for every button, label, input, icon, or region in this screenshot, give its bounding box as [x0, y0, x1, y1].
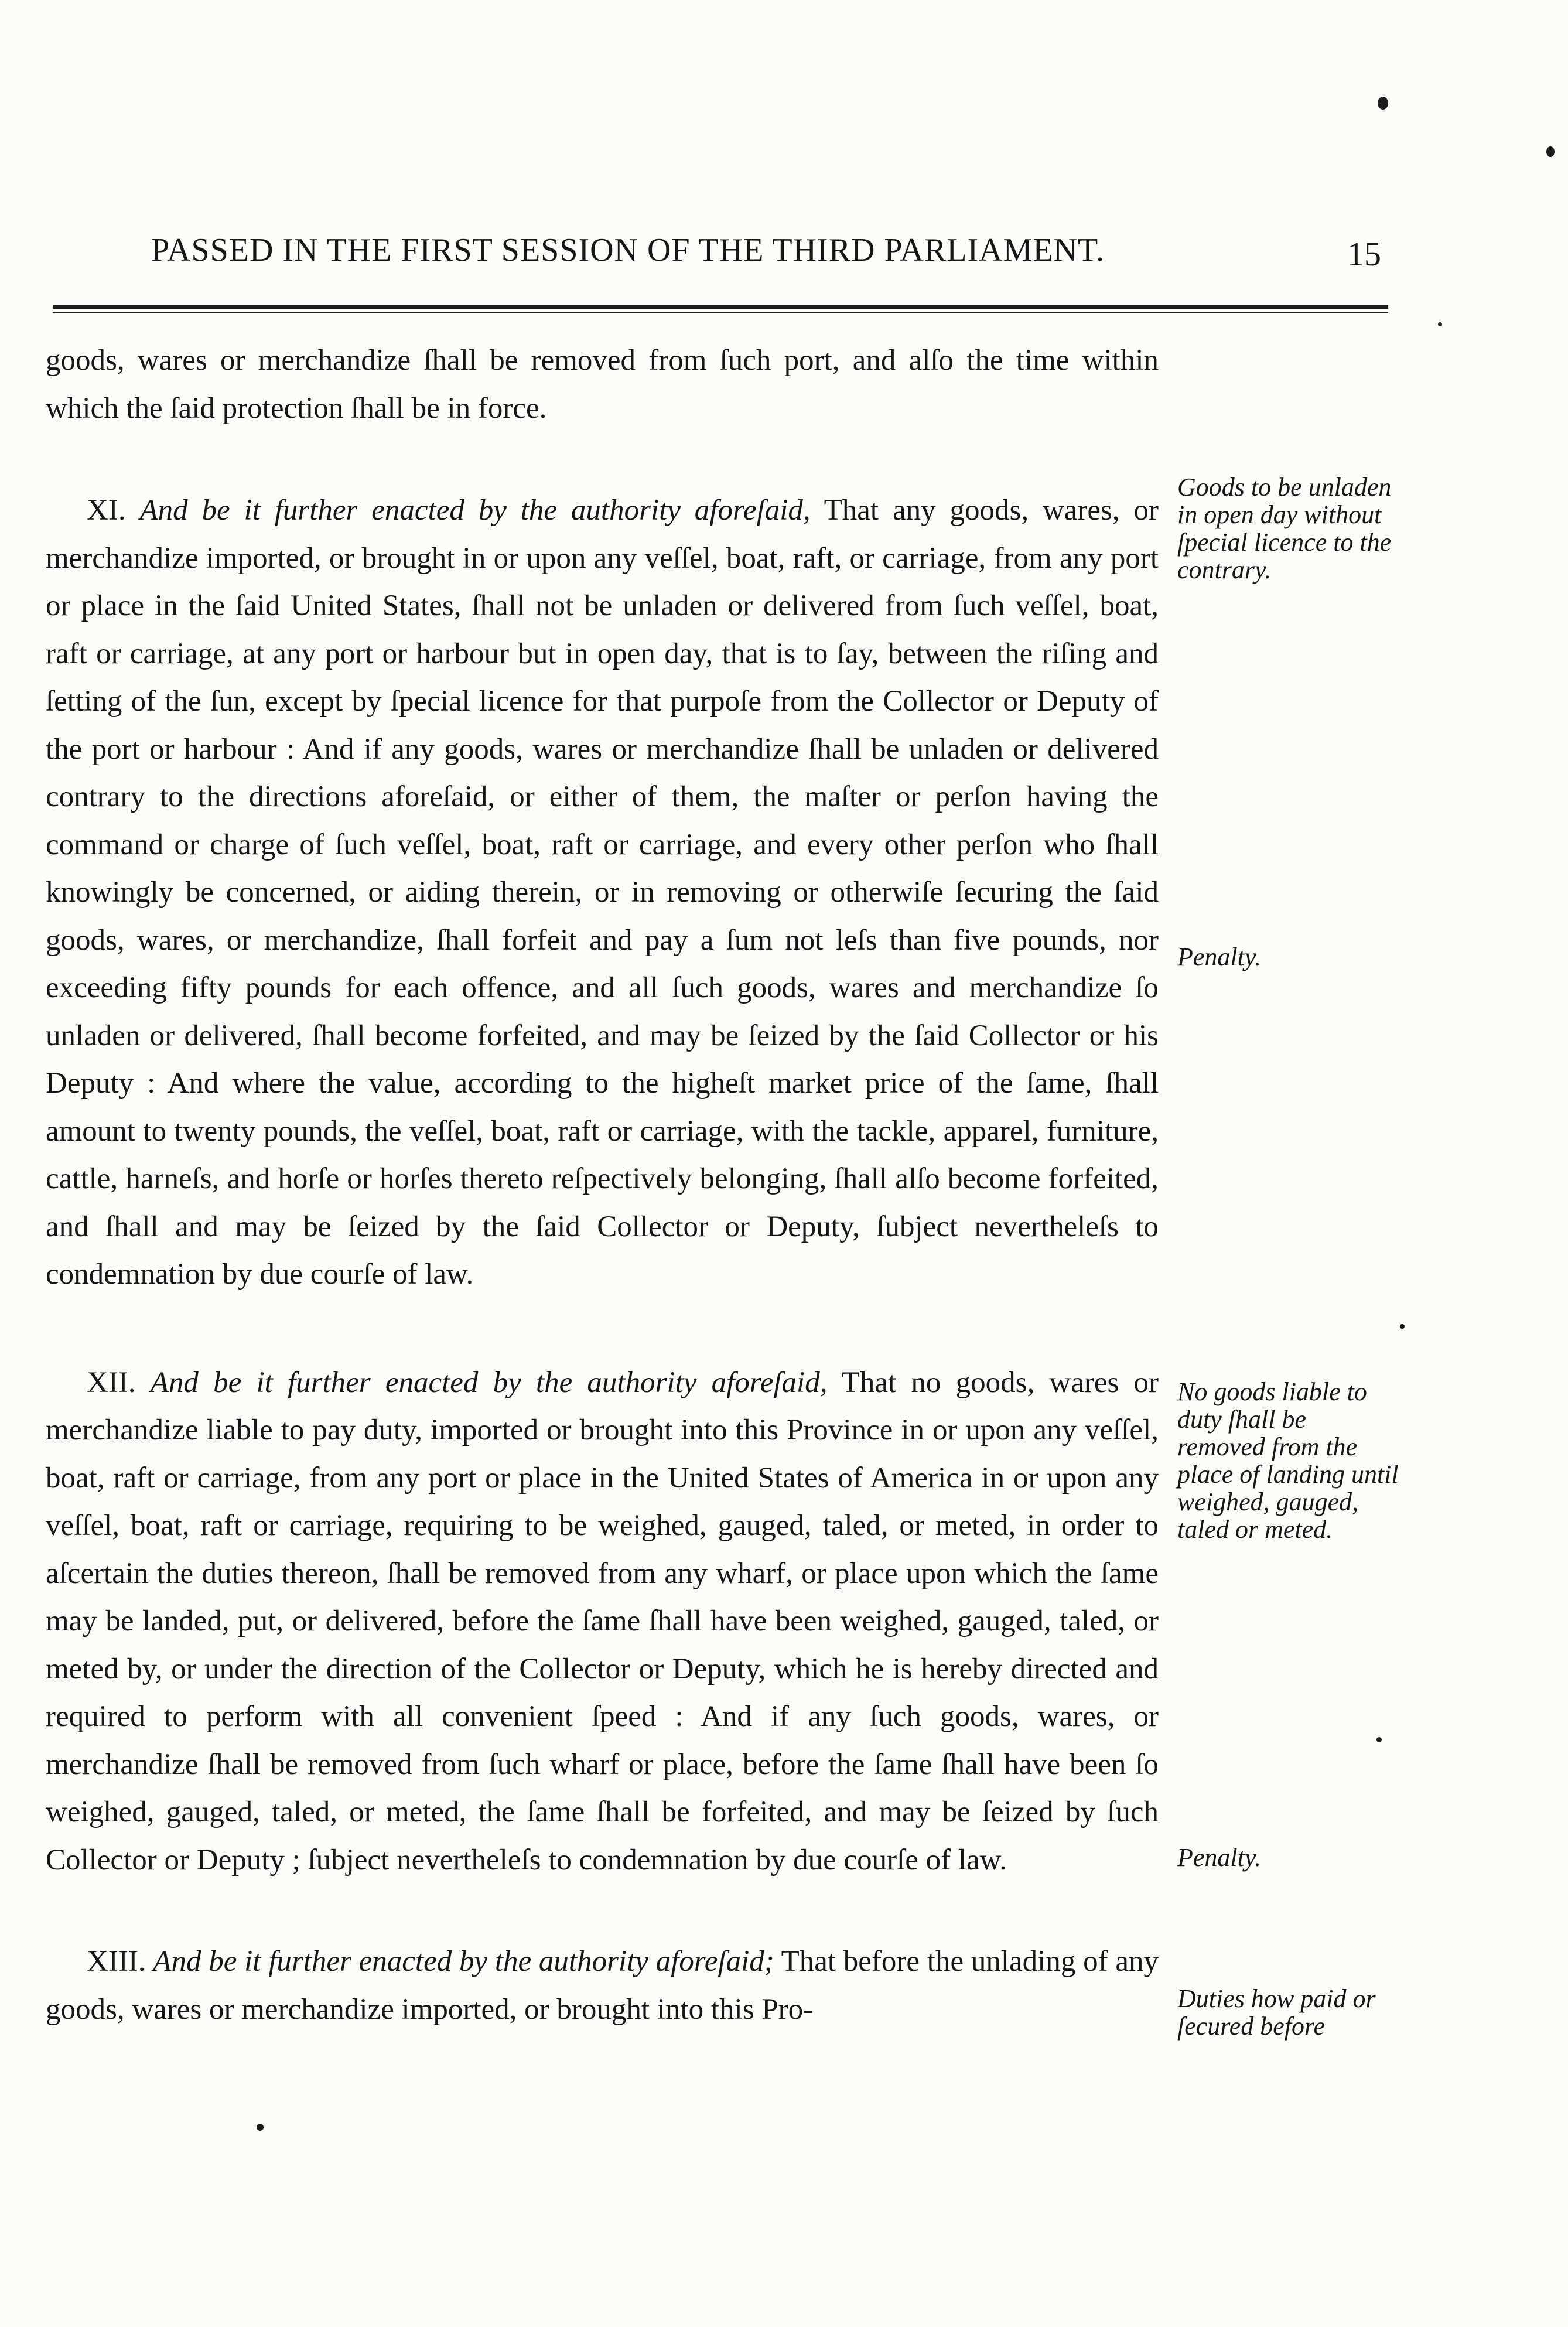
section-number: XII. — [87, 1366, 136, 1399]
section-xi — [46, 487, 1159, 1299]
header-rule-thin — [53, 312, 1388, 313]
page-number: 15 — [1347, 235, 1381, 273]
margin-note-no-goods-removed: No goods liable to duty ſhall be removed from the place of landing until weighed, gauged, taled or meted. — [1177, 1377, 1399, 1544]
section-text: That any goods, wares, or merchandize imported, or brought in or upon any veſſel, boat, raft, or carriage, from any port or place in the ſaid United States, ſhall not be unladen or delivered from ſuch veſſel, boat, raft or carriage, at any port or harbour but in open day, that is to ſay, between the riſing and ſetting of the ſun, except by ſpecial licence for that purpoſe from the Collector or Deputy of the port or harbour : And if any goods, wares or merchandize ſhall be unladen or delivered contrary to the directions aforeſaid, or either of them, the maſter or perſon having the command or charge of ſuch veſſel, boat, raft or carriage, and every other perſon who ſhall knowingly be concerned, or aiding therein, or in removing or otherwiſe ſecuring the ſaid goods, wares, or merchandize, ſhall forfeit and pay a ſum not leſs than five pounds, nor exceeding fifty pounds for each offence, and all ſuch goods, wares and merchandize ſo unladen or delivered, ſhall become forfeited, and may be ſeized by the ſaid Collector or his Deputy : And where the value, according to the higheſt market price of the ſame, ſhall amount to twenty pounds, the veſſel, boat, raft or carriage, with the tackle, apparel, furniture, cattle, harneſs, and horſe or horſes thereto reſpectively belonging, ſhall alſo become forfeited, and ſhall and may be ſeized by the ſaid Collector or Deputy, ſubject nevertheleſs to condemnation by due courſe of law. — [46, 494, 1159, 1291]
scan-speck — [1376, 1737, 1382, 1742]
body-text — [46, 337, 1159, 2033]
section-number: XI. — [87, 494, 126, 527]
scan-speck — [1378, 97, 1388, 110]
header-rule — [53, 305, 1388, 309]
scan-speck — [257, 2124, 264, 2131]
section-xiii — [46, 1938, 1159, 2033]
margin-note-unladen-open-day: Goods to be unladen in open day without ſpecial licence to the contrary. — [1177, 473, 1392, 584]
margin-note-penalty: Penalty. — [1177, 943, 1261, 971]
section-text: That before the unlading of any goods, wares or merchandize imported, or brought into this Pro- — [46, 1945, 1159, 2026]
paragraph-gap — [46, 432, 1159, 487]
scan-speck — [1400, 1324, 1405, 1329]
section-number: XIII. — [87, 1945, 146, 1978]
enacting-clause: And be it further enacted by the authority aforeſaid, — [139, 494, 811, 527]
enacting-clause: And be it further enacted by the authority aforeſaid, — [150, 1366, 828, 1399]
section-text: That no goods, wares or merchandize liable to pay duty, imported or brought into this Province in or upon any veſſel, boat, raft or carriage, from any port or place in the United States of America in or upon any veſſel, boat, raft or carriage, requiring to be weighed, gauged, taled, or meted, in order to aſcertain the duties thereon, ſhall be removed from any wharf, or place upon which the ſame may be landed, put, or delivered, before the ſame ſhall have been weighed, gauged, taled, or meted by, or under the direction of the Collector or Deputy, which he is hereby directed and required to perform with all convenient ſpeed : And if any ſuch goods, wares, or merchandize ſhall be removed from ſuch wharf or place, before the ſame ſhall have been ſo weighed, gauged, taled, or meted, the ſame ſhall be forfeited, and may be ſeized by ſuch Collector or Deputy ; ſubject nevertheleſs to condemnation by due courſe of law. — [46, 1366, 1159, 1876]
paragraph-gap — [46, 1884, 1159, 1938]
enacting-clause: And be it further enacted by the authority aforeſaid; — [153, 1945, 774, 1978]
scan-speck — [1546, 146, 1555, 157]
running-head: PASSED IN THE FIRST SESSION OF THE THIRD PARLIAMENT. — [151, 232, 1105, 268]
margin-note-penalty-2: Penalty. — [1177, 1843, 1261, 1872]
scan-speck — [1438, 322, 1442, 326]
intro-paragraph: goods, wares or merchandize ſhall be removed from ſuch port, and alſo the time within which the ſaid protection ſhall be in force. — [46, 344, 1159, 425]
section-xii — [46, 1359, 1159, 1885]
paragraph-gap — [46, 1299, 1159, 1359]
margin-note-duties-paid: Duties how paid or ſecured before — [1177, 1984, 1376, 2041]
